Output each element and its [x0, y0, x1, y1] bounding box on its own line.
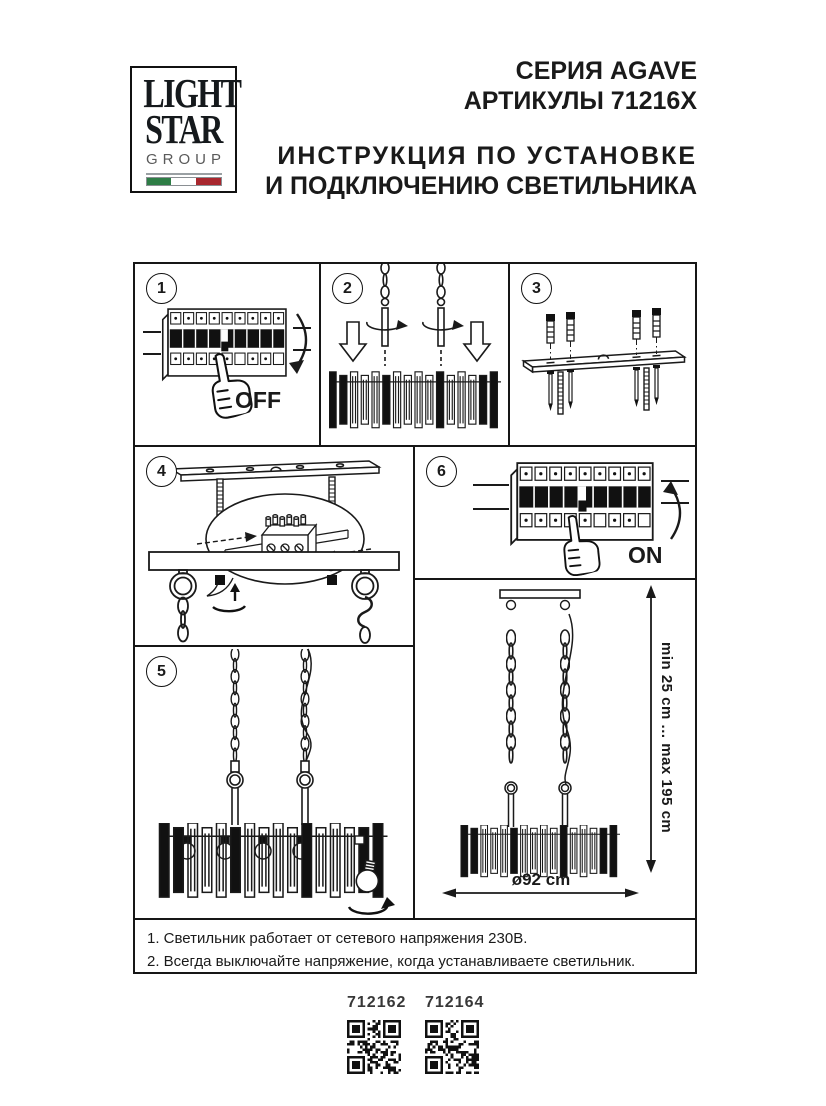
chain-icon — [507, 630, 516, 763]
articles-title: АРТИКУЛЫ 71216X — [463, 87, 697, 115]
note-line-2: 2. Всегда выключайте напряжение, когда устанавливаете светильник. — [147, 953, 636, 970]
ceiling-plate-icon — [171, 461, 379, 481]
down-arrow-icon — [340, 322, 490, 361]
step-number-badge: 4 — [146, 456, 177, 487]
product-code: 712164 — [425, 994, 485, 1011]
step-panel-1 — [133, 262, 321, 447]
step-panel-6 — [413, 445, 697, 580]
turn-on-arrow-icon — [671, 487, 680, 539]
series-title: СЕРИЯ AGAVE — [515, 57, 697, 85]
nut-icon — [215, 575, 225, 585]
step-panel-5 — [133, 645, 415, 920]
note-line-1: 1. Светильник работает от сетевого напряжения 230В. — [147, 930, 528, 947]
mounting-bar-icon — [524, 351, 685, 372]
nut-icon — [327, 575, 337, 585]
instruction-line-1: ИНСТРУКЦИЯ ПО УСТАНОВКЕ — [277, 142, 697, 170]
step-panel-4 — [133, 445, 415, 647]
qr-code — [425, 1020, 479, 1074]
product-code: 712162 — [347, 994, 407, 1011]
instruction-title — [265, 141, 697, 201]
product-block — [347, 994, 407, 1074]
qr-code — [347, 1020, 401, 1074]
rotate-arrow-icon — [349, 897, 395, 914]
crystal-shade-icon — [461, 825, 620, 877]
wiring-diagram — [135, 447, 413, 645]
fixture-dimensions-diagram — [415, 580, 695, 918]
step-number-badge: 3 — [521, 273, 552, 304]
instruction-line-2: И ПОДКЛЮЧЕНИЮ СВЕТИЛЬНИКА — [265, 172, 697, 200]
height-dimension-line — [646, 585, 656, 873]
brand-logo — [130, 66, 241, 193]
logo-word-star: STAR — [145, 106, 222, 152]
notes-panel — [133, 918, 697, 974]
wall-anchor-icons — [546, 308, 661, 360]
suspension-rod-icon — [367, 264, 457, 366]
off-label: OFF — [235, 387, 281, 413]
chain-icon — [561, 630, 570, 763]
crystal-shade-icon — [329, 372, 501, 428]
ceiling-plate-icon — [500, 590, 580, 598]
diameter-label: ø92 cm — [511, 870, 571, 889]
step-number-badge: 6 — [426, 456, 457, 487]
step-panel-2 — [319, 262, 510, 447]
canopy-bar-icon — [149, 552, 399, 570]
header-titles — [464, 56, 697, 116]
step-panel-3 — [508, 262, 697, 447]
bulb-icons — [179, 836, 309, 859]
circuit-breaker-icon — [511, 463, 653, 544]
chain-icon — [231, 647, 239, 762]
logo-word-group: GROUP — [145, 151, 226, 168]
italy-flag-icon — [146, 173, 222, 186]
step-number-badge: 1 — [146, 273, 177, 304]
turn-off-arrow-icon — [297, 314, 306, 366]
bulb-install-diagram — [135, 647, 413, 918]
screw-icons — [547, 365, 660, 414]
height-range-label: min 25 cm ... max 195 cm — [658, 642, 675, 834]
step-number-badge: 5 — [146, 656, 177, 687]
fixture-dimensions-panel — [413, 578, 697, 920]
logo-word-light: LIGHT — [143, 70, 241, 116]
product-codes-section — [0, 994, 826, 1074]
product-block — [425, 994, 485, 1074]
crystal-shade-icon — [160, 823, 388, 897]
on-label: ON — [628, 542, 663, 568]
step-number-badge: 2 — [332, 273, 363, 304]
